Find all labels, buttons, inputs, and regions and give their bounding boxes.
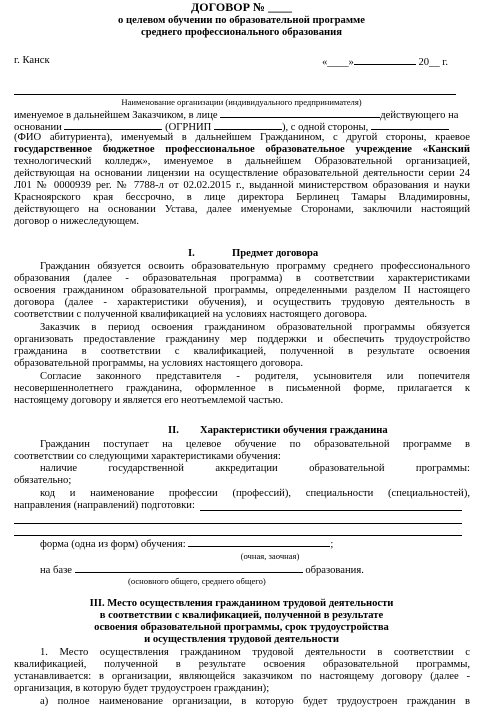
date-year: 20__ г. xyxy=(418,57,449,68)
s1-p3-line-1: Согласие законного представителя - родителя, усыновителя или попечителя xyxy=(40,371,470,382)
s1-p2-line-2: организовать предоставление гражданину мер поддержки и обеспечить трудоустройство xyxy=(14,334,470,345)
contract-subtitle-2: среднего профессионального образования xyxy=(141,27,342,38)
s1-p1-line-4: договора (далее - характеристики обучения), и осуществить трудовую деятельность в xyxy=(14,297,470,308)
intro-line-4: государственное бюджетное профессиональное образовательное учреждение «Канский xyxy=(14,144,470,155)
section-2-heading: Характеристики обучения гражданина xyxy=(200,425,388,436)
intro-line-7: Л01 № 0000939 рег. № 7788-л от 02.02.2015 г., выданной министерством образования и науки xyxy=(14,180,470,191)
s1-p2-line-1: Заказчик в период освоения гражданином образовательной программы обязуется xyxy=(40,322,470,333)
section-1-heading: Предмет договора xyxy=(232,248,319,259)
intro-line-2: основании (ОГРНИП ), с одной стороны, xyxy=(14,120,470,134)
contract-title: ДОГОВОР № ____ xyxy=(191,0,292,14)
section-1-number: I. xyxy=(188,248,195,259)
date-month-blank xyxy=(354,55,416,65)
s2-line-2: соответствии со следующими характеристиками обучения: xyxy=(14,451,281,462)
base-education-field: на базе образования. xyxy=(40,565,364,576)
base-education-caption: (основного общего, среднего общего) xyxy=(128,576,266,586)
s2-line-4: обязательно; xyxy=(14,475,72,486)
s2-blank-line-3 xyxy=(14,535,462,536)
s2-blank-line-1 xyxy=(200,510,462,511)
s1-p1-line-3: освоения гражданином образовательной программы, определенными разделом II настоящего xyxy=(14,285,470,296)
org-name-caption: Наименование организации (индивидуального предпринимателя) xyxy=(121,97,362,107)
section-3-heading-4: и осуществления трудовой деятельности xyxy=(144,634,339,645)
section-2-number: II. xyxy=(168,425,179,436)
s2-blank-line-2 xyxy=(14,523,462,524)
date-field xyxy=(322,55,448,69)
s2-line-5: код и наименование профессии (профессий), специальности (специальностей), xyxy=(40,488,470,499)
s1-p1-line-1: Гражданин обязуется освоить образовательную программу среднего профессионального xyxy=(40,261,470,272)
intro-line-1: именуемое в дальнейшем Заказчиком, в лице действующего на xyxy=(14,110,459,121)
section-3-heading-1: III. Место осуществления гражданином трудовой деятельности xyxy=(89,598,394,609)
s1-p3-line-3: настоящему договору и является его неотъемлемой частью. xyxy=(14,395,284,406)
intro-line-3: (ФИО абитуриента), именуемый в дальнейшем Гражданином, с другой стороны, краевое xyxy=(14,132,470,143)
intro-line-8: Красноярского края бессрочно, в лице директора Берлинец Тамары Владимировны, xyxy=(14,192,470,203)
s3-line-1: 1. Место осуществления гражданином трудовой деятельности в соответствии с xyxy=(40,647,470,658)
city: г. Канск xyxy=(14,55,50,66)
s2-line-1: Гражданин поступает на целевое обучение по образовательной программе в xyxy=(40,439,470,450)
s3-line-3: устанавливается: в организации, являющейся заказчиком по настоящему договору (далее - xyxy=(14,671,470,682)
s3-line-4: организация, в которую будет трудоустроен гражданин); xyxy=(14,683,270,694)
form-of-study-field: форма (одна из форм) обучения: ; xyxy=(40,539,334,550)
s3-line-5: а) полное наименование организации, в которую будет трудоустроен гражданин в xyxy=(40,696,470,707)
s3-line-2: квалификацией, полученной в результате освоения образовательной программы, xyxy=(14,659,470,670)
s2-line-3: наличие государственной аккредитации образовательной программы: xyxy=(40,463,470,474)
form-of-study-caption: (очная, заочная) xyxy=(240,551,300,561)
s1-p3-line-2: несовершеннолетнего гражданина, оформленное в письменной форме, прилагается к xyxy=(14,383,470,394)
intro-line-6: действующая на основании лицензии на осуществление образовательной деятельности серии 24 xyxy=(14,168,470,179)
s1-p2-line-3: гражданина в соответствии с квалификацией, полученной в результате освоения xyxy=(14,346,470,357)
section-3-heading-2: в соответствии с квалификацией, полученной в результате xyxy=(99,610,384,621)
section-3-heading-3: освоения образовательной программы, срок трудоустройства xyxy=(94,622,389,633)
date-day: «____» xyxy=(322,57,354,68)
intro-line-9: действующего на основании Устава, далее именуемые Сторонами, заключили настоящий xyxy=(14,204,470,215)
s1-p2-line-4: образовательной программы, на условиях настоящего договора. xyxy=(14,358,304,369)
s2-line-6: направления (направлений) подготовки: xyxy=(14,500,195,511)
s1-p1-line-2: образования (далее - образовательная программа) в соответствии характеристиками xyxy=(14,273,470,284)
s1-p1-line-5: соответствии с полученной квалификацией на условиях настоящего договора. xyxy=(14,309,368,320)
org-name-line xyxy=(14,94,456,95)
contract-subtitle-1: о целевом обучении по образовательной программе xyxy=(118,15,365,26)
intro-line-10: договор о нижеследующем. xyxy=(14,216,140,227)
intro-line-5: технологический колледж», именуемое в дальнейшем Образовательной организацией, xyxy=(14,156,470,167)
